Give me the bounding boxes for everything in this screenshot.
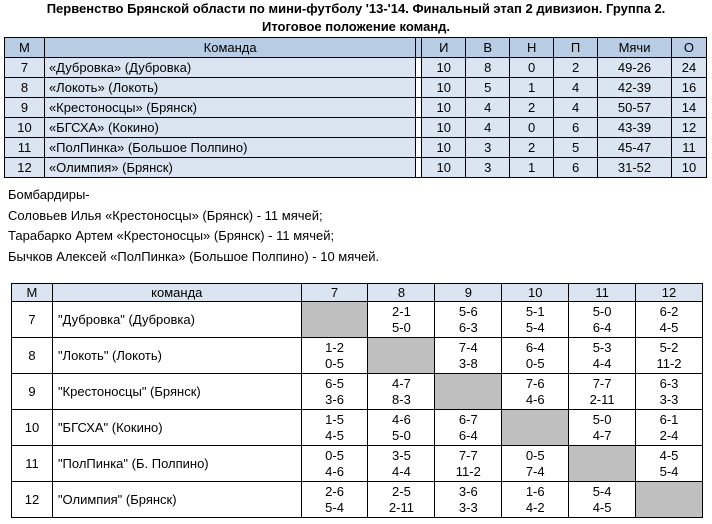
score-cell: [368, 302, 435, 338]
match-score: 2-11: [589, 391, 615, 407]
cell-won: 4: [466, 98, 510, 118]
cell-team: "Крестоносцы" (Брянск): [52, 374, 301, 410]
header-drawn: Н: [510, 38, 554, 58]
standings-row: [5, 98, 707, 118]
match-score: 6-4: [525, 339, 545, 355]
match-score: 6-3: [458, 319, 478, 335]
score-cell: [368, 446, 435, 482]
score-cell: [502, 446, 569, 482]
header-points: О: [671, 38, 706, 58]
cell-drawn: 1: [510, 158, 554, 178]
match-score: 0-5: [325, 355, 344, 371]
cell-team: "ПолПинка" (Б. Полпино): [52, 446, 301, 482]
scorers-block: [8, 185, 379, 267]
cell-lost: 4: [554, 78, 598, 98]
match-score: 3-6: [458, 483, 478, 499]
score-cell: [636, 410, 703, 446]
cell-played: 10: [422, 118, 466, 138]
cell-played: 10: [422, 158, 466, 178]
match-score: 7-6: [525, 375, 545, 391]
match-score: 2-6: [325, 483, 344, 499]
score-cell: [435, 338, 502, 374]
match-score: 5-0: [392, 427, 411, 443]
match-score: 5-0: [392, 319, 411, 335]
score-cell: [569, 338, 636, 374]
match-score: 7-4: [458, 339, 478, 355]
self-match-cell: [569, 446, 636, 482]
cell-pos: 9: [12, 374, 53, 410]
cell-drawn: 0: [510, 58, 554, 78]
standings-row: [5, 158, 707, 178]
scorer-line: Соловьев Илья «Крестоносцы» (Брянск) - 11 мячей;: [8, 207, 323, 223]
header-pos: М: [12, 284, 53, 302]
match-score: 5-0: [592, 411, 612, 427]
score-cell: [368, 374, 435, 410]
score-cell: [301, 374, 368, 410]
cell-won: 4: [466, 118, 510, 138]
cell-drawn: 2: [510, 98, 554, 118]
cell-pos: 12: [12, 482, 53, 518]
match-score: 2-11: [388, 499, 414, 515]
cell-played: 10: [422, 98, 466, 118]
cell-goals: 42-39: [598, 78, 672, 98]
match-score: 4-7: [392, 375, 411, 391]
title-line-1: Первенство Брянской области по мини-футболу '13-'14. Финальный этап 2 дивизион. Группа 2.: [46, 1, 666, 16]
match-score: 1-5: [325, 411, 344, 427]
cell-won: 8: [466, 58, 510, 78]
self-match-cell: [368, 338, 435, 374]
match-score: 3-6: [325, 391, 344, 407]
match-score: 4-5: [325, 427, 344, 443]
cell-played: 10: [422, 58, 466, 78]
match-score: 4-5: [659, 447, 679, 463]
cell-points: 14: [671, 98, 706, 118]
cell-drawn: 2: [510, 138, 554, 158]
score-cell: [435, 410, 502, 446]
header-lost: П: [554, 38, 598, 58]
score-cell: [368, 410, 435, 446]
cell-team: "Локоть" (Локоть): [52, 338, 301, 374]
match-score: 2-4: [659, 427, 679, 443]
cell-pos: 8: [12, 338, 53, 374]
match-score: 6-1: [659, 411, 679, 427]
standings-row: [5, 138, 707, 158]
match-score: 5-3: [592, 339, 612, 355]
cell-played: 10: [422, 138, 466, 158]
page-title: [0, 0, 712, 36]
match-score: 5-4: [525, 319, 545, 335]
cell-pos: 7: [5, 58, 45, 78]
cell-points: 16: [671, 78, 706, 98]
score-cell: [301, 338, 368, 374]
standings-row: [5, 118, 707, 138]
scorer-line: Бычков Алексей «ПолПинка» (Большое Полпино) - 10 мячей.: [8, 248, 380, 264]
cell-lost: 2: [554, 58, 598, 78]
self-match-cell: [435, 374, 502, 410]
cell-pos: 7: [12, 302, 53, 338]
match-score: 4-5: [659, 319, 679, 335]
cell-points: 10: [671, 158, 706, 178]
score-cell: [569, 410, 636, 446]
match-score: 5-4: [659, 463, 679, 479]
cell-pos: 8: [5, 78, 45, 98]
score-cell: [435, 482, 502, 518]
match-score: 3-3: [458, 499, 478, 515]
cell-team: «Дубровка» (Дубровка): [44, 58, 415, 78]
cell-pos: 12: [5, 158, 45, 178]
match-score: 3-5: [392, 447, 411, 463]
match-score: 0-5: [525, 355, 545, 371]
cell-pos: 11: [12, 446, 53, 482]
match-score: 5-2: [659, 339, 679, 355]
cell-goals: 45-47: [598, 138, 672, 158]
header-opponent: 7: [301, 284, 368, 302]
cell-points: 11: [671, 138, 706, 158]
cell-pos: 10: [12, 410, 53, 446]
standings-row: [5, 58, 707, 78]
standings-row: [5, 78, 707, 98]
header-opponent: 12: [636, 284, 703, 302]
cell-pos: 10: [5, 118, 45, 138]
match-score: 5-4: [325, 499, 344, 515]
header-opponent: 9: [435, 284, 502, 302]
score-cell: [502, 338, 569, 374]
cell-team: «Локоть» (Локоть): [44, 78, 415, 98]
match-score: 3-3: [659, 391, 679, 407]
match-score: 5-6: [458, 303, 478, 319]
match-score: 8-3: [392, 391, 411, 407]
match-score: 4-6: [392, 411, 411, 427]
score-cell: [636, 302, 703, 338]
match-score: 5-1: [525, 303, 545, 319]
standings-table: [4, 37, 707, 178]
cell-played: 10: [422, 78, 466, 98]
cell-lost: 6: [554, 158, 598, 178]
cell-team: «БГСХА» (Кокино): [44, 118, 415, 138]
score-cell: [569, 374, 636, 410]
self-match-cell: [636, 482, 703, 518]
header-pos: М: [5, 38, 45, 58]
match-score: 2-1: [392, 303, 411, 319]
match-score: 1-6: [525, 483, 545, 499]
score-cell: [569, 482, 636, 518]
cell-points: 24: [671, 58, 706, 78]
cell-goals: 49-26: [598, 58, 672, 78]
match-score: 6-2: [659, 303, 679, 319]
cell-pos: 11: [5, 138, 45, 158]
match-score: 6-7: [458, 411, 478, 427]
cross-row: [12, 338, 703, 374]
match-score: 4-6: [325, 463, 344, 479]
header-team: Команда: [44, 38, 415, 58]
cell-lost: 5: [554, 138, 598, 158]
match-score: 0-5: [325, 447, 344, 463]
score-cell: [435, 302, 502, 338]
cross-row: [12, 374, 703, 410]
cell-drawn: 1: [510, 78, 554, 98]
match-score: 6-5: [325, 375, 344, 391]
match-score: 7-7: [458, 447, 478, 463]
cell-drawn: 0: [510, 118, 554, 138]
cell-lost: 4: [554, 98, 598, 118]
match-score: 7-7: [592, 375, 612, 391]
score-cell: [368, 482, 435, 518]
match-score: 4-5: [592, 499, 612, 515]
title-line-2: Итоговое положение команд.: [261, 19, 451, 34]
cross-row: [12, 482, 703, 518]
match-score: 4-4: [592, 355, 612, 371]
cell-team: «Крестоносцы» (Брянск): [44, 98, 415, 118]
match-score: 6-4: [592, 319, 612, 335]
score-cell: [301, 446, 368, 482]
score-cell: [636, 338, 703, 374]
score-cell: [502, 482, 569, 518]
match-score: 4-2: [525, 499, 545, 515]
cross-row: [12, 446, 703, 482]
score-cell: [502, 302, 569, 338]
self-match-cell: [502, 410, 569, 446]
cell-team: "БГСХА" (Кокино): [52, 410, 301, 446]
match-score: 11-2: [455, 463, 481, 479]
cell-goals: 43-39: [598, 118, 672, 138]
score-cell: [301, 410, 368, 446]
cell-lost: 6: [554, 118, 598, 138]
cross-row: [12, 302, 703, 338]
cell-points: 12: [671, 118, 706, 138]
match-score: 5-4: [592, 483, 612, 499]
score-cell: [636, 374, 703, 410]
match-score: 4-6: [525, 391, 545, 407]
cell-won: 3: [466, 138, 510, 158]
cross-row: [12, 410, 703, 446]
match-score: 7-4: [525, 463, 545, 479]
score-cell: [636, 446, 703, 482]
match-score: 3-8: [458, 355, 478, 371]
cell-pos: 9: [5, 98, 45, 118]
self-match-cell: [301, 302, 368, 338]
cell-team: «ПолПинка» (Большое Полпино): [44, 138, 415, 158]
match-score: 6-4: [458, 427, 478, 443]
header-opponent: 10: [502, 284, 569, 302]
cross-results-table: [11, 283, 703, 518]
cell-goals: 50-57: [598, 98, 672, 118]
match-score: 5-0: [592, 303, 612, 319]
cell-won: 5: [466, 78, 510, 98]
match-score: 0-5: [525, 447, 545, 463]
cross-header-row: [12, 284, 703, 302]
header-played: И: [422, 38, 466, 58]
match-score: 1-2: [325, 339, 344, 355]
cell-team: "Дубровка" (Дубровка): [52, 302, 301, 338]
standings-header-row: [5, 38, 707, 58]
header-opponent: 8: [368, 284, 435, 302]
header-goals: Мячи: [598, 38, 672, 58]
cell-won: 3: [466, 158, 510, 178]
match-score: 2-5: [392, 483, 411, 499]
header-opponent: 11: [569, 284, 636, 302]
score-cell: [301, 482, 368, 518]
scorer-line: Тарабарко Артем «Крестоносцы» (Брянск) - 11 мячей;: [8, 228, 335, 243]
match-score: 11-2: [656, 355, 682, 371]
match-score: 4-4: [392, 463, 411, 479]
header-team: команда: [52, 284, 301, 302]
cell-team: «Олимпия» (Брянск): [44, 158, 415, 178]
cell-goals: 31-52: [598, 158, 672, 178]
header-won: В: [466, 38, 510, 58]
score-cell: [435, 446, 502, 482]
scorers-heading: Бомбардиры-: [8, 187, 90, 202]
score-cell: [569, 302, 636, 338]
cell-team: "Олимпия" (Брянск): [52, 482, 301, 518]
match-score: 6-3: [659, 375, 679, 391]
match-score: 4-7: [592, 427, 612, 443]
score-cell: [502, 374, 569, 410]
